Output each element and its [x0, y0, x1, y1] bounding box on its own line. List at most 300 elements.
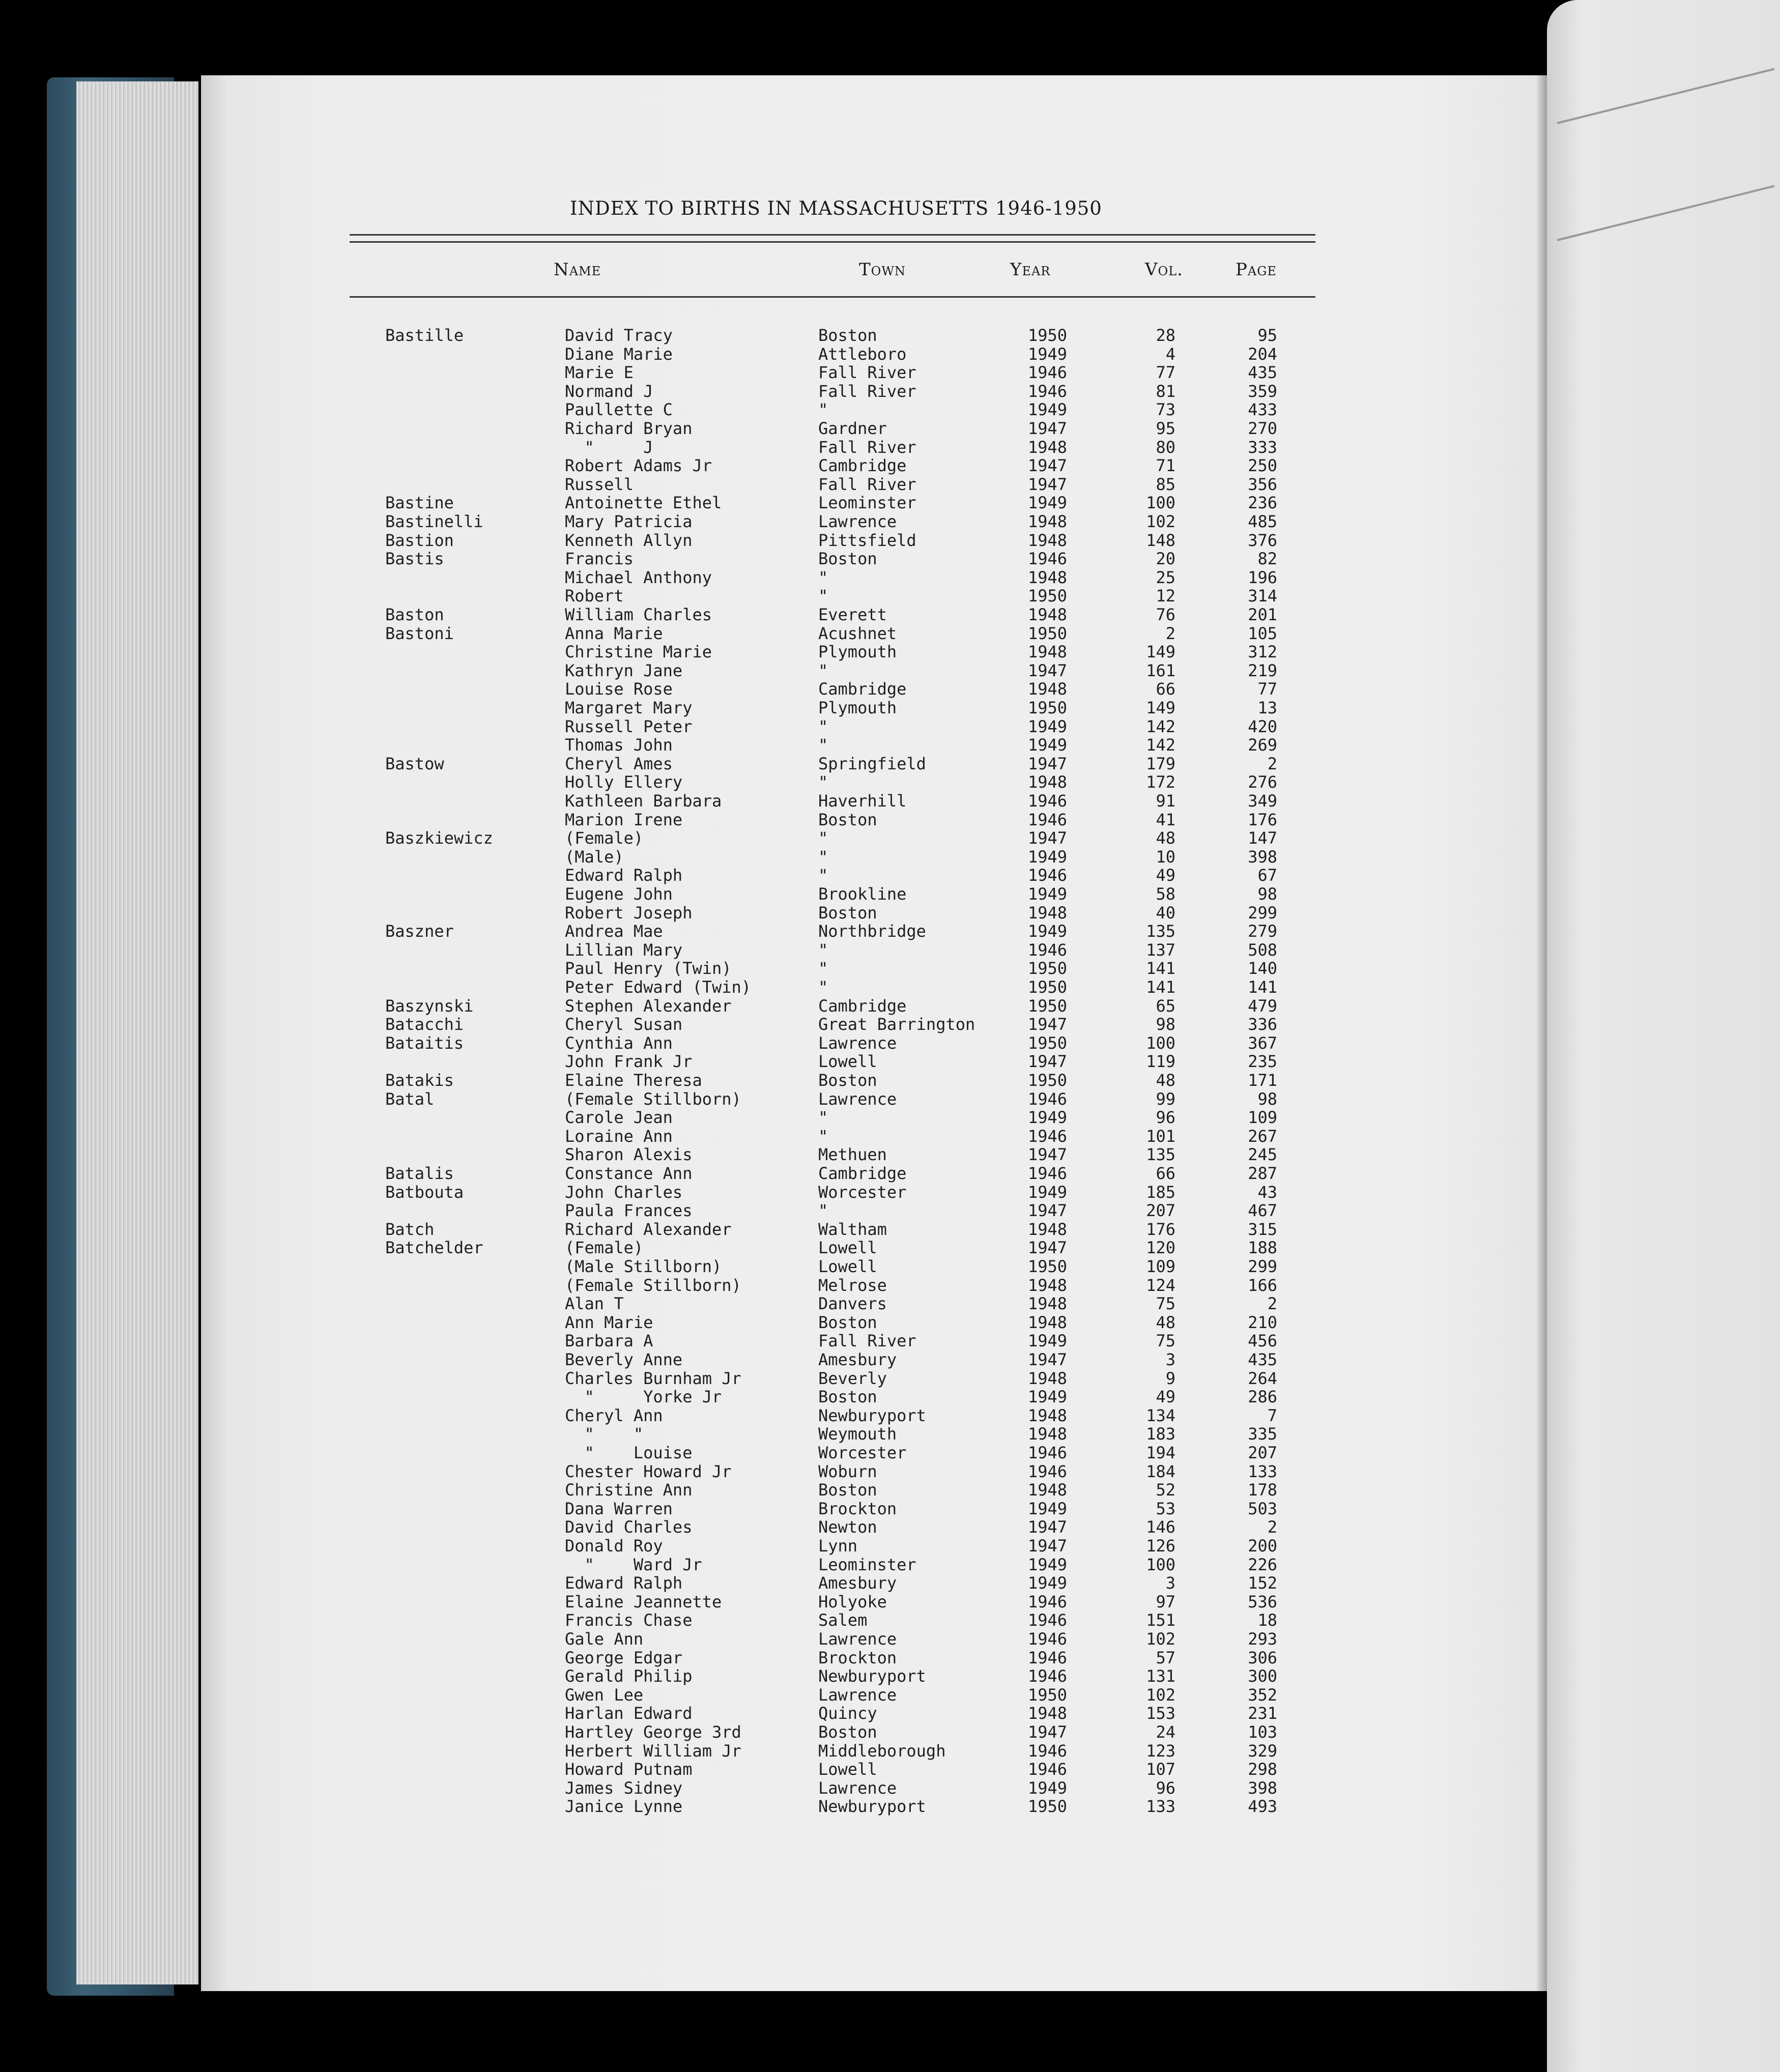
year-cell: 1948 — [1028, 642, 1068, 662]
year-cell: 1948 — [1028, 679, 1068, 699]
volume-cell: 151 — [1146, 1610, 1175, 1630]
volume-cell: 179 — [1146, 754, 1175, 773]
volume-cell: 48 — [1156, 1312, 1175, 1332]
town-cell: Worcester — [818, 1443, 907, 1462]
town-cell: Northbridge — [818, 922, 926, 941]
header-rule-top — [350, 234, 1315, 236]
town-cell: " — [818, 400, 828, 420]
surname-cell: Bastille — [385, 326, 464, 345]
given-name-cell: (Female) — [565, 1238, 644, 1258]
given-name-cell: Paul Henry (Twin) — [565, 959, 732, 979]
volume-cell: 102 — [1146, 1629, 1175, 1649]
volume-cell: 142 — [1146, 716, 1175, 736]
town-cell: Lawrence — [818, 512, 897, 531]
town-cell: Quincy — [818, 1704, 877, 1723]
volume-cell: 161 — [1146, 660, 1175, 680]
year-cell: 1947 — [1028, 660, 1068, 680]
year-cell: 1946 — [1028, 1461, 1068, 1481]
volume-cell: 146 — [1146, 1517, 1175, 1537]
given-name-cell: David Tracy — [565, 326, 673, 345]
town-cell: Boston — [818, 1312, 877, 1332]
page-cell: 335 — [1248, 1424, 1277, 1444]
year-cell: 1948 — [1028, 1275, 1068, 1295]
volume-cell: 185 — [1146, 1182, 1175, 1202]
town-cell: Plymouth — [818, 642, 897, 662]
town-cell: " — [818, 772, 828, 792]
town-cell: " — [818, 959, 828, 979]
year-cell: 1948 — [1028, 567, 1068, 587]
page-cell: 98 — [1257, 1089, 1277, 1109]
volume-cell: 85 — [1156, 474, 1175, 494]
town-cell: " — [818, 977, 828, 997]
year-cell: 1948 — [1028, 1405, 1068, 1425]
given-name-cell: Holly Ellery — [565, 772, 683, 792]
given-name-cell: Howard Putnam — [565, 1760, 693, 1779]
town-cell: Boston — [818, 1480, 877, 1500]
volume-cell: 148 — [1146, 530, 1175, 550]
town-cell: Boston — [818, 1722, 877, 1742]
volume-cell: 98 — [1156, 1015, 1175, 1034]
given-name-cell: Charles Burnham Jr — [565, 1368, 741, 1388]
page-cell: 508 — [1248, 940, 1277, 960]
town-cell: Newburyport — [818, 1405, 926, 1425]
page-cell: 503 — [1248, 1499, 1277, 1518]
given-name-cell: Antoinette Ethel — [565, 493, 722, 513]
page-cell: 133 — [1248, 1461, 1277, 1481]
year-cell: 1949 — [1028, 1499, 1068, 1518]
volume-cell: 96 — [1156, 1778, 1175, 1798]
year-cell: 1950 — [1028, 326, 1068, 345]
page-cell: 245 — [1248, 1145, 1277, 1165]
volume-cell: 3 — [1165, 1350, 1175, 1369]
year-cell: 1947 — [1028, 1536, 1068, 1556]
volume-cell: 176 — [1146, 1219, 1175, 1239]
town-cell: Leominster — [818, 1555, 916, 1574]
column-header-year: Year — [1010, 260, 1051, 280]
given-name-cell: Christine Marie — [565, 642, 712, 662]
volume-cell: 123 — [1146, 1741, 1175, 1761]
given-name-cell: Kathryn Jane — [565, 660, 683, 680]
page-cell: 299 — [1248, 903, 1277, 923]
page-cell: 109 — [1248, 1108, 1277, 1128]
volume-cell: 4 — [1165, 344, 1175, 364]
town-cell: Boston — [818, 1071, 877, 1090]
year-cell: 1948 — [1028, 1704, 1068, 1723]
given-name-cell: (Female Stillborn) — [565, 1275, 741, 1295]
surname-cell: Batchelder — [385, 1238, 483, 1258]
town-cell: Weymouth — [818, 1424, 897, 1444]
volume-cell: 101 — [1146, 1126, 1175, 1146]
year-cell: 1950 — [1028, 698, 1068, 717]
page-cell: 300 — [1248, 1666, 1277, 1686]
given-name-cell: Kenneth Allyn — [565, 530, 693, 550]
given-name-cell: Margaret Mary — [565, 698, 693, 717]
town-cell: Lowell — [818, 1238, 877, 1258]
given-name-cell: Beverly Anne — [565, 1350, 683, 1369]
volume-cell: 100 — [1146, 1555, 1175, 1574]
page-cell: 201 — [1248, 605, 1277, 624]
town-cell: Lawrence — [818, 1033, 897, 1053]
page-cell: 536 — [1248, 1592, 1277, 1611]
page-cell: 479 — [1248, 996, 1277, 1016]
year-cell: 1948 — [1028, 1312, 1068, 1332]
given-name-cell: Kathleen Barbara — [565, 791, 722, 811]
given-name-cell: Janice Lynne — [565, 1797, 683, 1817]
page-cell: 493 — [1248, 1797, 1277, 1817]
given-name-cell: Sharon Alexis — [565, 1145, 693, 1165]
year-cell: 1950 — [1028, 1797, 1068, 1817]
page-cell: 176 — [1248, 810, 1277, 829]
year-cell: 1950 — [1028, 1257, 1068, 1276]
year-cell: 1948 — [1028, 530, 1068, 550]
year-cell: 1946 — [1028, 1666, 1068, 1686]
page-cell: 336 — [1248, 1015, 1277, 1034]
volume-cell: 109 — [1146, 1257, 1175, 1276]
town-cell: Amesbury — [818, 1350, 897, 1369]
page-cell: 236 — [1248, 493, 1277, 513]
page-cell: 367 — [1248, 1033, 1277, 1053]
page-edges — [76, 81, 198, 1984]
surname-cell: Baszynski — [385, 996, 474, 1016]
surname-cell: Bastow — [385, 754, 444, 773]
year-cell: 1949 — [1028, 884, 1068, 904]
year-cell: 1950 — [1028, 1033, 1068, 1053]
page-cell: 286 — [1248, 1387, 1277, 1407]
page-cell: 43 — [1257, 1182, 1277, 1202]
town-cell: Leominster — [818, 493, 916, 513]
volume-cell: 99 — [1156, 1089, 1175, 1109]
given-name-cell: " Yorke Jr — [565, 1387, 722, 1407]
page-cell: 276 — [1248, 772, 1277, 792]
given-name-cell: Cynthia Ann — [565, 1033, 673, 1053]
column-header-town: Town — [859, 260, 906, 280]
town-cell: Brockton — [818, 1648, 897, 1667]
given-name-cell: Constance Ann — [565, 1164, 693, 1183]
volume-cell: 24 — [1156, 1722, 1175, 1742]
volume-cell: 100 — [1146, 1033, 1175, 1053]
town-cell: Haverhill — [818, 791, 907, 811]
town-cell: Springfield — [818, 754, 926, 773]
year-cell: 1947 — [1028, 828, 1068, 848]
given-name-cell: George Edgar — [565, 1648, 683, 1667]
year-cell: 1949 — [1028, 1555, 1068, 1574]
year-cell: 1949 — [1028, 847, 1068, 867]
volume-cell: 53 — [1156, 1499, 1175, 1518]
year-cell: 1948 — [1028, 1480, 1068, 1500]
page-cell: 420 — [1248, 716, 1277, 736]
page-cell: 210 — [1248, 1312, 1277, 1332]
given-name-cell: " " — [565, 1424, 644, 1444]
volume-cell: 2 — [1165, 623, 1175, 643]
year-cell: 1949 — [1028, 400, 1068, 420]
page-cell: 250 — [1248, 456, 1277, 476]
year-cell: 1946 — [1028, 1629, 1068, 1649]
year-cell: 1946 — [1028, 1648, 1068, 1667]
town-cell: Beverly — [818, 1368, 887, 1388]
given-name-cell: Richard Bryan — [565, 419, 693, 438]
page-cell: 67 — [1257, 866, 1277, 885]
volume-cell: 71 — [1156, 456, 1175, 476]
year-cell: 1948 — [1028, 512, 1068, 531]
town-cell: Waltham — [818, 1219, 887, 1239]
given-name-cell: Michael Anthony — [565, 567, 712, 587]
town-cell: Fall River — [818, 474, 916, 494]
year-cell: 1946 — [1028, 1592, 1068, 1611]
year-cell: 1949 — [1028, 922, 1068, 941]
town-cell: Salem — [818, 1610, 868, 1630]
given-name-cell: Alan T — [565, 1294, 624, 1314]
page-cell: 433 — [1248, 400, 1277, 420]
given-name-cell: Cheryl Ames — [565, 754, 673, 773]
page-cell: 147 — [1248, 828, 1277, 848]
page-cell: 329 — [1248, 1741, 1277, 1761]
town-cell: Boston — [818, 903, 877, 923]
volume-cell: 131 — [1146, 1666, 1175, 1686]
page-cell: 333 — [1248, 437, 1277, 457]
header-rule-bottom — [350, 296, 1315, 298]
given-name-cell: Diane Marie — [565, 344, 673, 364]
year-cell: 1946 — [1028, 549, 1068, 569]
year-cell: 1947 — [1028, 1052, 1068, 1072]
volume-cell: 153 — [1146, 1704, 1175, 1723]
given-name-cell: Andrea Mae — [565, 922, 663, 941]
town-cell: " — [818, 1201, 828, 1221]
volume-cell: 41 — [1156, 810, 1175, 829]
year-cell: 1948 — [1028, 1294, 1068, 1314]
page-cell: 166 — [1248, 1275, 1277, 1295]
page-cell: 226 — [1248, 1555, 1277, 1574]
town-cell: " — [818, 586, 828, 606]
year-cell: 1947 — [1028, 1145, 1068, 1165]
given-name-cell: Gerald Philip — [565, 1666, 693, 1686]
town-cell: Gardner — [818, 419, 887, 438]
given-name-cell: Hartley George 3rd — [565, 1722, 741, 1742]
year-cell: 1949 — [1028, 493, 1068, 513]
town-cell: Boston — [818, 810, 877, 829]
page-cell: 467 — [1248, 1201, 1277, 1221]
page-cell: 2 — [1267, 754, 1277, 773]
column-header-name: Name — [554, 260, 601, 280]
town-cell: Newburyport — [818, 1666, 926, 1686]
year-cell: 1946 — [1028, 1760, 1068, 1779]
given-name-cell: Cheryl Susan — [565, 1015, 683, 1034]
town-cell: Brockton — [818, 1499, 897, 1518]
volume-cell: 102 — [1146, 1685, 1175, 1705]
given-name-cell: Christine Ann — [565, 1480, 693, 1500]
given-name-cell: (Female Stillborn) — [565, 1089, 741, 1109]
given-name-cell: Loraine Ann — [565, 1126, 673, 1146]
volume-cell: 75 — [1156, 1331, 1175, 1351]
volume-cell: 3 — [1165, 1573, 1175, 1593]
given-name-cell: Robert Adams Jr — [565, 456, 712, 476]
volume-cell: 81 — [1156, 381, 1175, 401]
year-cell: 1946 — [1028, 1443, 1068, 1462]
given-name-cell: Francis — [565, 549, 634, 569]
town-cell: Danvers — [818, 1294, 887, 1314]
town-cell: Lowell — [818, 1257, 877, 1276]
volume-cell: 207 — [1146, 1201, 1175, 1221]
given-name-cell: Richard Alexander — [565, 1219, 732, 1239]
page-cell: 349 — [1248, 791, 1277, 811]
town-cell: " — [818, 567, 828, 587]
given-name-cell: John Charles — [565, 1182, 683, 1202]
given-name-cell: Louise Rose — [565, 679, 673, 699]
given-name-cell: Thomas John — [565, 735, 673, 755]
town-cell: Fall River — [818, 1331, 916, 1351]
year-cell: 1946 — [1028, 810, 1068, 829]
year-cell: 1950 — [1028, 586, 1068, 606]
page-cell: 299 — [1248, 1257, 1277, 1276]
page-cell: 140 — [1248, 959, 1277, 979]
page-cell: 105 — [1248, 623, 1277, 643]
volume-cell: 194 — [1146, 1443, 1175, 1462]
page-cell: 298 — [1248, 1760, 1277, 1779]
volume-cell: 134 — [1146, 1405, 1175, 1425]
page-cell: 103 — [1248, 1722, 1277, 1742]
year-cell: 1946 — [1028, 1089, 1068, 1109]
page-cell: 178 — [1248, 1480, 1277, 1500]
year-cell: 1947 — [1028, 1238, 1068, 1258]
given-name-cell: Elaine Theresa — [565, 1071, 702, 1090]
page-cell: 196 — [1248, 567, 1277, 587]
year-cell: 1949 — [1028, 716, 1068, 736]
town-cell: Boston — [818, 326, 877, 345]
volume-cell: 107 — [1146, 1760, 1175, 1779]
town-cell: Newburyport — [818, 1797, 926, 1817]
page-cell: 98 — [1257, 884, 1277, 904]
given-name-cell: Donald Roy — [565, 1536, 663, 1556]
volume-cell: 184 — [1146, 1461, 1175, 1481]
surname-cell: Batacchi — [385, 1015, 464, 1034]
year-cell: 1947 — [1028, 1517, 1068, 1537]
given-name-cell: " Louise — [565, 1443, 693, 1462]
page-cell: 314 — [1248, 586, 1277, 606]
town-cell: " — [818, 828, 828, 848]
page-cell: 200 — [1248, 1536, 1277, 1556]
year-cell: 1948 — [1028, 903, 1068, 923]
year-cell: 1947 — [1028, 1201, 1068, 1221]
volume-cell: 102 — [1146, 512, 1175, 531]
year-cell: 1946 — [1028, 866, 1068, 885]
page-cell: 171 — [1248, 1071, 1277, 1090]
given-name-cell: David Charles — [565, 1517, 693, 1537]
page-cell: 7 — [1267, 1405, 1277, 1425]
page-cell: 264 — [1248, 1368, 1277, 1388]
surname-cell: Bataitis — [385, 1033, 464, 1053]
page-cell: 359 — [1248, 381, 1277, 401]
volume-cell: 126 — [1146, 1536, 1175, 1556]
given-name-cell: Lillian Mary — [565, 940, 683, 960]
given-name-cell: William Charles — [565, 605, 712, 624]
year-cell: 1948 — [1028, 605, 1068, 624]
page-cell: 77 — [1257, 679, 1277, 699]
column-header-page: Page — [1236, 260, 1277, 280]
page-cell: 267 — [1248, 1126, 1277, 1146]
town-cell: Plymouth — [818, 698, 897, 717]
town-cell: Cambridge — [818, 456, 907, 476]
volume-cell: 91 — [1156, 791, 1175, 811]
volume-cell: 149 — [1146, 698, 1175, 717]
volume-cell: 95 — [1156, 419, 1175, 438]
given-name-cell: Herbert William Jr — [565, 1741, 741, 1761]
volume-cell: 48 — [1156, 828, 1175, 848]
column-header-vol: Vol. — [1145, 260, 1183, 280]
volume-cell: 133 — [1146, 1797, 1175, 1817]
given-name-cell: Gale Ann — [565, 1629, 644, 1649]
header-rule-second — [350, 241, 1315, 243]
volume-cell: 9 — [1165, 1368, 1175, 1388]
given-name-cell: Dana Warren — [565, 1499, 673, 1518]
town-cell: Lawrence — [818, 1089, 897, 1109]
given-name-cell: Peter Edward (Twin) — [565, 977, 752, 997]
volume-cell: 75 — [1156, 1294, 1175, 1314]
volume-cell: 25 — [1156, 567, 1175, 587]
year-cell: 1949 — [1028, 1573, 1068, 1593]
given-name-cell: Edward Ralph — [565, 1573, 683, 1593]
town-cell: Lynn — [818, 1536, 858, 1556]
given-name-cell: " J — [565, 437, 653, 457]
town-cell: Melrose — [818, 1275, 887, 1295]
volume-cell: 28 — [1156, 326, 1175, 345]
page-cell: 235 — [1248, 1052, 1277, 1072]
given-name-cell: Carole Jean — [565, 1108, 673, 1128]
year-cell: 1950 — [1028, 959, 1068, 979]
volume-cell: 96 — [1156, 1108, 1175, 1128]
town-cell: Cambridge — [818, 1164, 907, 1183]
volume-cell: 172 — [1146, 772, 1175, 792]
volume-cell: 58 — [1156, 884, 1175, 904]
page-cell: 188 — [1248, 1238, 1277, 1258]
town-cell: Newton — [818, 1517, 877, 1537]
given-name-cell: Elaine Jeannette — [565, 1592, 722, 1611]
surname-cell: Batakis — [385, 1071, 454, 1090]
town-cell: Lawrence — [818, 1685, 897, 1705]
year-cell: 1946 — [1028, 1126, 1068, 1146]
year-cell: 1950 — [1028, 996, 1068, 1016]
volume-cell: 49 — [1156, 866, 1175, 885]
surname-cell: Batalis — [385, 1164, 454, 1183]
town-cell: " — [818, 940, 828, 960]
page-cell: 485 — [1248, 512, 1277, 531]
page-cell: 456 — [1248, 1331, 1277, 1351]
year-cell: 1948 — [1028, 437, 1068, 457]
right-page-partial — [1547, 0, 1780, 2072]
town-cell: Lawrence — [818, 1778, 897, 1798]
given-name-cell: Stephen Alexander — [565, 996, 732, 1016]
year-cell: 1946 — [1028, 1164, 1068, 1183]
volume-cell: 137 — [1146, 940, 1175, 960]
given-name-cell: Gwen Lee — [565, 1685, 644, 1705]
town-cell: Middleborough — [818, 1741, 946, 1761]
page-cell: 18 — [1257, 1610, 1277, 1630]
given-name-cell: Russell — [565, 474, 634, 494]
page-cell: 204 — [1248, 344, 1277, 364]
page-cell: 315 — [1248, 1219, 1277, 1239]
surname-cell: Bastine — [385, 493, 454, 513]
town-cell: " — [818, 866, 828, 885]
page-cell: 435 — [1248, 363, 1277, 383]
surname-cell: Bastinelli — [385, 512, 483, 531]
page-cell: 269 — [1248, 735, 1277, 755]
page-cell: 398 — [1248, 1778, 1277, 1798]
year-cell: 1950 — [1028, 1685, 1068, 1705]
volume-cell: 142 — [1146, 735, 1175, 755]
volume-cell: 66 — [1156, 679, 1175, 699]
town-cell: Everett — [818, 605, 887, 624]
volume-cell: 97 — [1156, 1592, 1175, 1611]
year-cell: 1946 — [1028, 791, 1068, 811]
year-cell: 1950 — [1028, 977, 1068, 997]
